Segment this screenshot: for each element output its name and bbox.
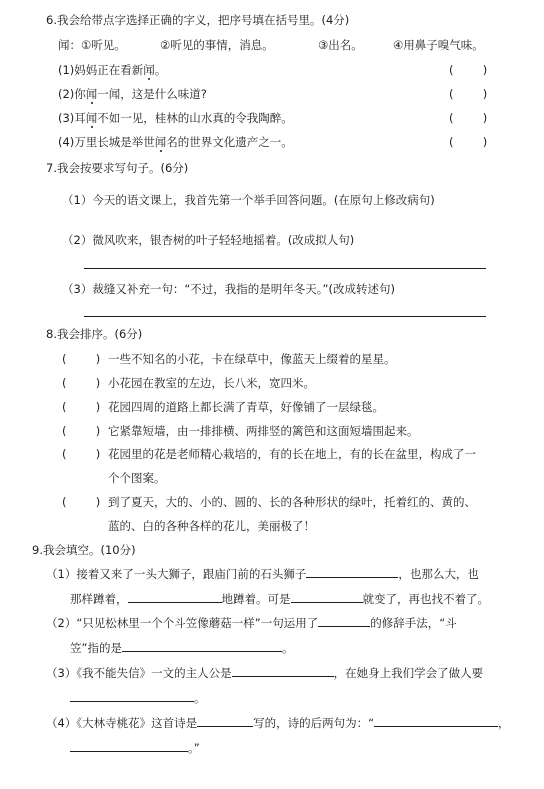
q8-sentence-4: 它紧靠短墙，由一排排横、两排竖的篱笆和这面短墙围起来。 (108, 424, 419, 438)
q9-item-4-text-d: 。” (188, 741, 200, 755)
q8-title: 8.我会排序。(6分) (46, 327, 143, 341)
q6-item-2-dotted-char: 闻 (85, 87, 98, 101)
q9-item-1-line-1 (46, 566, 479, 582)
q6-item-3-text-end: 不如一见，桂林的山水真的令我陶醉。 (97, 111, 293, 125)
q8-order-paren-5[interactable]: ( ) (62, 447, 101, 461)
q6-item-2-text-end: 一闻，这是什么味道? (97, 87, 207, 101)
q8-order-paren-1[interactable]: ( ) (62, 352, 101, 366)
q9-item-4-line-1 (46, 715, 510, 731)
q8-sentence-5-line-1: 花园里的花是老师精心栽培的，有的长在地上，有的长在盆里，构成了一 (108, 447, 476, 461)
q6-item-4-dotted-char: 闻 (154, 135, 167, 149)
q9-blank-10[interactable] (70, 740, 188, 752)
q8-order-paren-4[interactable]: ( ) (62, 424, 101, 438)
q9-blank-4[interactable] (318, 615, 370, 627)
q9-title: 9.我会填空。(10分) (32, 543, 136, 557)
q8-sentence-6-line-1: 到了夏天，大的、小的、圆的、长的各种形状的绿叶，托着红的、黄的、 (108, 495, 476, 509)
q9-item-4-text-b: 写的，诗的后两句为：“ (253, 716, 375, 730)
q8-sentence-2: 小花园在教室的左边，长八米，宽四米。 (108, 376, 315, 390)
q6-item-1-text-end: 。 (154, 63, 167, 77)
q9-item-1-text-d: 地蹲着。可是 (221, 592, 291, 606)
q9-item-1-text-a: （1）接着又来了一头大狮子，跟庙门前的石头狮子 (46, 567, 307, 581)
q9-blank-3[interactable] (291, 591, 363, 603)
q9-item-3-text-b: ，在她身上我们学会了做人要 (333, 666, 484, 680)
q6-item-1-dotted-char: 闻 (143, 63, 155, 77)
q7-answer-line-3[interactable] (84, 316, 486, 317)
q6-def-2: ②听见的事情，消息。 (160, 38, 274, 52)
q9-item-2-line-2 (70, 640, 293, 656)
q6-item-3 (58, 110, 293, 126)
q9-item-2-text-b: 的修辞手法，“斗 (370, 616, 457, 630)
q9-blank-6[interactable] (232, 665, 334, 677)
q6-item-3-dotted-char: 闻 (85, 111, 98, 125)
q6-answer-paren-3[interactable]: ( ) (449, 111, 488, 125)
q8-order-paren-6[interactable]: ( ) (62, 495, 101, 509)
q9-item-2-line-1 (46, 615, 457, 631)
q8-sentence-3: 花园四周的道路上都长满了青草，好像铺了一层绿毯。 (108, 400, 384, 414)
q8-sentence-6-line-2: 蓝的、白的各种各样的花儿，美丽极了！ (108, 519, 315, 533)
q9-blank-7[interactable] (70, 690, 194, 702)
q7-title: 7.我会按要求写句子。(6分) (46, 161, 189, 175)
q9-item-1-line-2 (70, 591, 489, 607)
q6-item-1 (58, 62, 166, 78)
q6-item-4-text-end: 名的世界文化遗产之一。 (166, 135, 293, 149)
q9-blank-8[interactable] (197, 715, 253, 727)
q6-item-2 (58, 86, 207, 102)
q9-item-4-text-c: ， (498, 716, 510, 730)
q9-blank-1[interactable] (306, 566, 398, 578)
q9-item-4-line-2 (70, 740, 200, 756)
q9-item-1-text-b: ，也那么大，也 (398, 567, 479, 581)
q7-item-3: （3）裁缝又补充一句：“不过，我指的是明年冬天。”(改成转述句) (62, 282, 395, 296)
q9-item-4-text-a: （4）《大林寺桃花》这首诗是 (46, 716, 198, 730)
q7-item-2: （2）微风吹来，银杏树的叶子轻轻地摇着。(改成拟人句) (62, 233, 355, 247)
q9-item-3-line-1 (46, 665, 483, 681)
q8-order-paren-2[interactable]: ( ) (62, 376, 101, 390)
q9-item-1-text-e: 就变了，再也找不着了。 (362, 592, 489, 606)
q9-blank-5[interactable] (122, 640, 282, 652)
q6-def-word: 闻： (58, 38, 81, 52)
q6-item-4-text: (4)万里长城是举世 (58, 135, 155, 149)
q6-def-3: ③出名。 (318, 38, 363, 52)
q9-item-3-text-a: （3）《我不能失信》一文的主人公是 (46, 666, 232, 680)
q9-item-2-text-c: 笠”指的是 (70, 641, 122, 655)
q7-item-1: （1）今天的语文课上，我首先第一个举手回答问题。(在原句上修改病句) (62, 193, 435, 207)
q9-item-2-text-d: 。 (281, 641, 294, 655)
q8-sentence-1: 一些不知名的小花，卡在绿草中，像蓝天上缀着的星星。 (108, 352, 396, 366)
q9-item-3-line-2 (70, 690, 206, 706)
q9-item-1-text-c: 那样蹲着， (70, 592, 128, 606)
q6-answer-paren-1[interactable]: ( ) (449, 63, 488, 77)
q7-answer-line-2[interactable] (84, 268, 486, 269)
q6-item-4 (58, 134, 293, 150)
q6-answer-paren-4[interactable]: ( ) (449, 135, 488, 149)
q8-sentence-5-line-2: 个个图案。 (108, 471, 166, 485)
q6-item-3-text: (3)耳 (58, 111, 86, 125)
q6-def-4: ④用鼻子嗅气味。 (393, 38, 484, 52)
q6-def-1: ①听见。 (81, 38, 126, 52)
q6-item-2-text: (2)你 (58, 87, 86, 101)
q9-blank-2[interactable] (128, 591, 222, 603)
q6-title: 6.我会给带点字选择正确的字义，把序号填在括号里。(4分) (46, 13, 350, 27)
q8-order-paren-3[interactable]: ( ) (62, 400, 101, 414)
q9-item-3-text-c: 。 (194, 691, 206, 705)
q6-item-1-text: (1)妈妈正在看新 (58, 63, 144, 77)
q9-item-2-text-a: （2）“只见松林里一个个斗笠像蘑菇一样”一句运用了 (46, 616, 319, 630)
q6-definitions (58, 37, 126, 53)
q6-answer-paren-2[interactable]: ( ) (449, 87, 488, 101)
q9-blank-9[interactable] (374, 715, 498, 727)
